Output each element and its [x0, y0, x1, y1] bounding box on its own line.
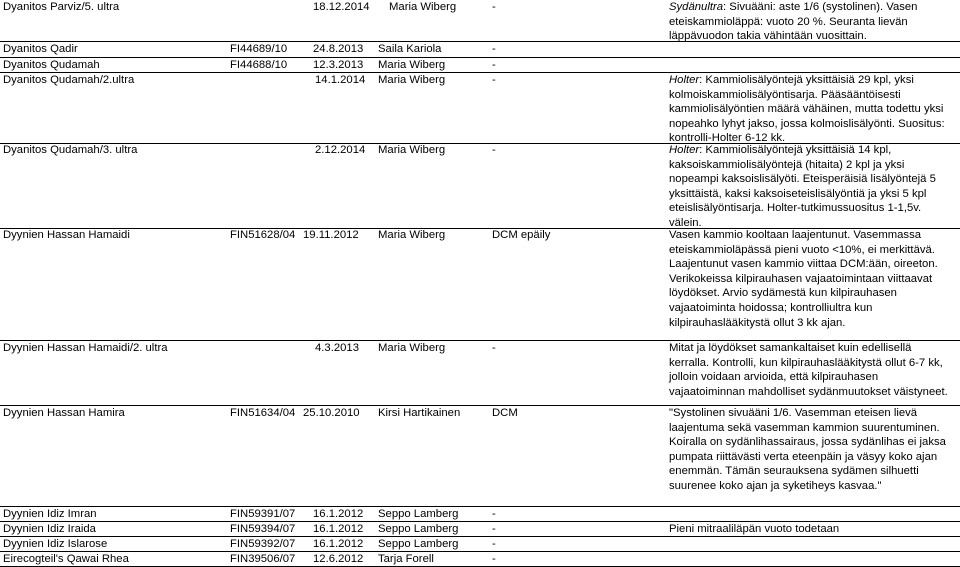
veterinarian: Maria Wiberg	[378, 229, 446, 241]
row-divider	[0, 41, 960, 42]
notes-line: : Sivuääni: aste 1/6 (systolinen). Vasen	[723, 1, 918, 13]
notes	[669, 73, 958, 146]
notes-line: vajaatoiminnan mahdolliset sydänmuutokset väistyneet.	[669, 385, 948, 398]
veterinarian: Tarja Forell	[378, 553, 434, 565]
exam-date: 18.12.2014	[313, 1, 370, 13]
dog-name: Dyanitos Qudamah/3. ultra	[3, 144, 138, 156]
row-divider	[0, 536, 960, 537]
registration-number: FIN59394/07	[230, 523, 296, 535]
veterinarian: Maria Wiberg	[389, 1, 457, 13]
veterinarian: Maria Wiberg	[378, 342, 446, 354]
registration-number: FIN51634/04	[230, 407, 296, 419]
registration-number: FI44688/10	[230, 59, 288, 71]
row-divider	[0, 551, 960, 552]
notes-line: Vasen kammio kooltaan laajentunut. Vasemmassa	[669, 229, 922, 241]
exam-date: 16.1.2012	[313, 523, 364, 535]
registration-number: FI44689/10	[230, 43, 288, 55]
dog-name: Dyynien Hassan Hamaidi/2. ultra	[3, 342, 168, 354]
dog-name: Dyanitos Parviz/5. ultra	[3, 1, 120, 13]
result: DCM	[492, 407, 518, 419]
veterinarian: Kirsi Hartikainen	[378, 407, 461, 419]
notes-line: : Kammiolisälyöntejä yksittäisiä 29 kpl, yksi	[699, 74, 914, 86]
registration-number: FIN59391/07	[230, 508, 296, 520]
notes-line: kammiolisälyöntien määrä vähäinen, mutta todettu yksi	[669, 103, 944, 116]
row-divider	[0, 57, 960, 58]
exam-date: 14.1.2014	[315, 74, 366, 86]
notes-line: nopeahko lyhyt jakso, jossa kolmoislisälyönti. Suositus:	[669, 117, 945, 130]
result: -	[492, 43, 496, 55]
notes	[669, 406, 958, 494]
result: DCM epäily	[492, 229, 551, 241]
exam-date: 25.10.2010	[303, 407, 360, 419]
exam-type: Holter	[669, 144, 700, 156]
exam-type: Sydänultra	[669, 1, 724, 13]
notes-line: nopeampi kaksoislisälyöti. Eteisperäisiä lisälyöntejä 5	[669, 173, 936, 186]
result: -	[492, 553, 496, 565]
result: -	[492, 508, 496, 520]
veterinarian: Seppo Lamberg	[378, 508, 459, 520]
notes-line: enemmän. Tämän seurauksena sydämen silhuetti	[669, 465, 919, 478]
notes-line: eteiskammioläppä: vuoto 20 %. Seuranta lievän	[669, 15, 908, 28]
result: -	[492, 1, 496, 13]
notes-line: "Systolinen sivuääni 1/6. Vasemman eteisen lievä	[669, 407, 918, 419]
notes-line: kolmoiskammiolisälyöntisarja. Pääsääntöisesti	[669, 88, 901, 101]
exam-date: 4.3.2013	[315, 342, 359, 354]
notes-line: eteislisälyöntisarja. Holter-tutkimussuositus 1-1,5v.	[669, 202, 922, 215]
notes	[669, 228, 958, 330]
notes-line: pumpata riittävästi verta eteenpäin ja väsyy koko ajan	[669, 450, 938, 463]
notes	[669, 341, 958, 399]
veterinarian: Seppo Lamberg	[378, 538, 459, 550]
dog-name: Dyynien Idiz Iraida	[3, 523, 96, 535]
notes	[669, 0, 958, 44]
exam-date: 12.3.2013	[313, 59, 364, 71]
notes-line: välein.	[669, 216, 702, 229]
veterinarian: Maria Wiberg	[378, 144, 446, 156]
exam-date: 16.1.2012	[313, 538, 364, 550]
notes-line: laajentuma sekä vasemman kammion suurentuminen.	[669, 421, 940, 434]
exam-date: 24.8.2013	[313, 43, 364, 55]
notes-line: kilpirauhaslääkitystä ollut 3 kk ajan.	[669, 316, 846, 329]
notes-line: eteiskammioläpässä pieni vuoto <10%, ei merkittävä.	[669, 243, 935, 256]
notes-line: Verikokeissa kilpirauhasen vajaatoimintaan viittaavat	[669, 272, 933, 285]
result: -	[492, 74, 496, 86]
dog-name: Dyynien Idiz Imran	[3, 508, 97, 520]
notes-line: jolloin voidaan arvioida, että kilpirauhasen	[669, 371, 879, 384]
registration-number: FIN59392/07	[230, 538, 296, 550]
veterinarian: Maria Wiberg	[378, 74, 446, 86]
result: -	[492, 59, 496, 71]
notes-line: vajaatoiminta hoidossa; kontrolliultra kun	[669, 301, 873, 314]
dog-name: Dyynien Hassan Hamira	[3, 407, 125, 419]
dog-name: Dyynien Idiz Islarose	[3, 538, 108, 550]
notes-line: Laajentunut vasen kammio viittaa DCM:ään, oireeton.	[669, 258, 938, 271]
result: -	[492, 523, 496, 535]
notes-line: Mitat ja löydökset samankaltaiset kuin edellisellä	[669, 342, 912, 354]
exam-date: 19.11.2012	[303, 229, 359, 241]
dog-name: Dyanitos Qadir	[3, 43, 78, 55]
notes-line: kerralla. Kontrolli, kun kilpirauhaslääkitystä ollut 6-7 kk,	[669, 356, 943, 369]
dog-name: Dyanitos Qudamah	[3, 59, 100, 71]
notes-line: Pieni mitraaliläpän vuoto todetaan	[669, 523, 840, 535]
exam-date: 12.6.2012	[313, 553, 364, 565]
notes-line: : Kammiolisälyöntejä yksittäisiä 14 kpl,	[699, 144, 892, 156]
exam-type: Holter	[669, 74, 700, 86]
veterinarian: Maria Wiberg	[378, 59, 446, 71]
dog-name: Eirecogteil's Qawai Rhea	[3, 553, 129, 565]
veterinarian: Seppo Lamberg	[378, 523, 459, 535]
dog-name: Dyynien Hassan Hamaidi	[3, 229, 130, 241]
result: -	[492, 144, 496, 156]
veterinarian: Saila Kariola	[378, 43, 442, 55]
registration-number: FIN51628/04	[230, 229, 296, 241]
notes-line: yksittäistä, kaksi kaksoiseteislisälyöntiä ja yksi 5 kpl	[669, 187, 927, 200]
notes-line: kaksoiskammiolisälyöntejä (hitaita) 2 kpl ja yksi	[669, 158, 905, 171]
notes-line: Koiralla on sydänlihassairaus, jossa sydänlihas ei jaksa	[669, 436, 946, 449]
result: -	[492, 538, 496, 550]
registration-number: FIN39506/07	[230, 553, 296, 565]
notes-line: läppävuodon takia vähintään vuosittain.	[669, 30, 867, 43]
notes-line: löydökset. Arvio sydämestä kun kilpirauhasen	[669, 287, 897, 300]
exam-date: 2.12.2014	[315, 144, 366, 156]
row-divider	[0, 506, 960, 507]
result: -	[492, 342, 496, 354]
notes-line: kontrolli-Holter 6-12 kk.	[669, 132, 786, 145]
dog-name: Dyanitos Qudamah/2.ultra	[3, 74, 135, 86]
notes-line: suurenee koko ajan ja syketiheys kasvaa."	[669, 479, 882, 492]
notes	[669, 143, 958, 231]
exam-date: 16.1.2012	[313, 508, 364, 520]
